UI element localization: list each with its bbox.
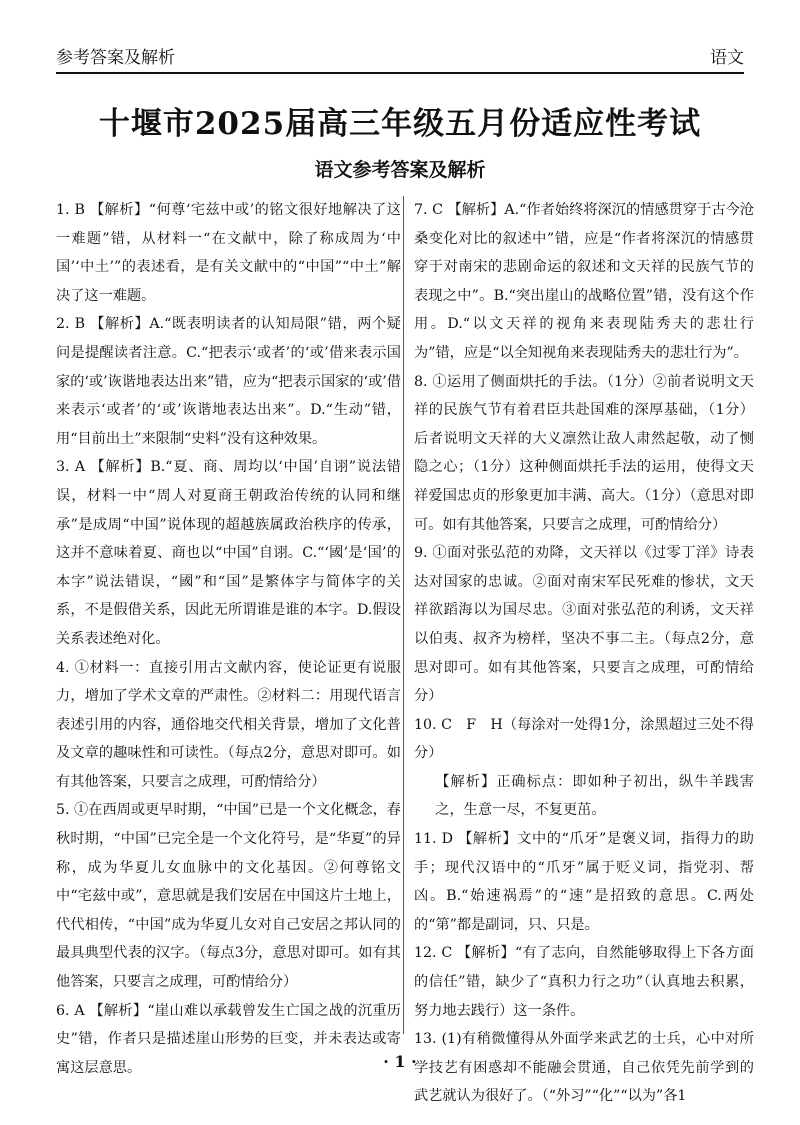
page-subtitle: 语文参考答案及解析 [314, 159, 486, 181]
page-header [56, 38, 744, 74]
answer-item-5: 5. ①在西周或更早时期，“中国”已是一个文化概念，春秋时期，“中国”已完全是一个文化符号，是“华夏”的异称，成为华夏儿女血脉中的文化基因。②何尊铭文中“宅兹中或”，意思就是我们安居在中国这片土地上，代代相传，“中国”成为华夏儿女对自己安居之邦认同的最具典型代表的汉字。（每点3分，意思对即可。如有其他答案，只要言之成理，可酌情给分） [56, 802, 401, 991]
answer-item-12: 12. C 【解析】“有了志向，自然能够取得上下各方面的信任”错，缺少了“真积力行之功”（认真地去积累，努力地去践行）这一条件。 [414, 945, 754, 1019]
page-number: · 1 · [383, 1052, 417, 1071]
right-column [414, 196, 754, 1111]
answer-item-4: 4. ①材料一：直接引用古文献内容，使论证更有说服力，增加了学术文章的严肃性。②材料二：用现代语言表述引用的内容，通俗地交代相关背景，增加了文化普及文章的趣味性和可读性。（每点2分，意思对即可。如有其他答案，只要言之成理，可酌情给分） [56, 659, 401, 790]
page-title: 十堰市2025届高三年级五月份适应性考试 [98, 106, 702, 142]
header-left-label: 参考答案及解析 [56, 48, 175, 68]
answer-item-13: 13. (1)有稍微懂得从外面学来武艺的士兵，心中对所学技艺有困惑却不能融会贯通，自己依凭先前学到的武艺就认为很好了。（“外习”“化”“以为”各1 [414, 1031, 754, 1105]
header-subject-label: 语文 [710, 48, 744, 68]
answer-item-3: 3. A 【解析】B.“夏、商、周均以‘中国’自诩”说法错误，材料一中“周人对夏商王朝政治传统的认同和继承”是成周“中国”说体现的超越族属政治秩序的传承，这并不意味着夏、商也以“中国”自诩。C.“‘國’是‘国’的本字”说法错误，“國”和“国”是繁体字与简体字的关系，不是假借关系，因此无所谓谁是谁的本字。D.假设关系表述绝对化。 [56, 459, 401, 647]
answer-item-2: 2. B 【解析】A.“既表明读者的认知局限”错，两个疑问是提醒读者注意。C.“把表示‘或者’的‘或’借来表示国家的‘或’诙谐地表达出来”错，应为“把表示国家的‘或’借来表示‘或者’的‘或’诙谐地表达出来”。D.“生动”错，用“目前出土”来限制“史料”没有这种效果。 [56, 316, 401, 447]
left-column [56, 196, 401, 1082]
answer-item-8: 8. ①运用了侧面烘托的手法。（1分）②前者说明文天祥的民族气节有着君臣共赴国难的深厚基础，（1分）后者说明文天祥的大义凛然让敌人肃然起敬，动了恻隐之心；（1分）这种侧面烘托手法的运用，使得文天祥爱国忠贞的形象更加丰满、高大。（1分）（意思对即可。如有其他答案，只要言之成理，可酌情给分） [414, 373, 754, 533]
answer-item-1: 1. B 【解析】“何尊‘宅兹中或’的铭文很好地解决了这一难题”错，从材料一“在文献中，除了称成周为‘中国’‘中土’”的表述看，是有关文献中的“中国”“中土”解决了这一难题。 [56, 202, 401, 304]
answer-item-7: 7. C 【解析】A.“作者始终将深沉的情感贯穿于古今沧桑变化对比的叙述中”错，应是“作者将深沉的情感贯穿于对南宋的悲剧命运的叙述和文天祥的民族气节的表现之中”。B.“突出崖山的战略位置”错，没有这个作用。D.“以文天祥的视角来表现陆秀夫的悲壮行为”错，应是“以全知视角来表现陆秀夫的悲壮行为”。 [414, 202, 754, 361]
answer-item-10-analysis: 【解析】正确标点：即如种子初出，纵牛羊践害之，生意一尽，不复更茁。 [435, 773, 754, 819]
answer-item-11: 11. D 【解析】文中的“爪牙”是褒义词，指得力的助手；现代汉语中的“爪牙”属于贬义词，指党羽、帮凶。B.“始速祸焉”的“速”是招致的意思。C.两处的“第”都是副词，只、只是。 [414, 831, 754, 933]
answer-item-6: 6. A 【解析】“崖山难以承载曾发生亡国之战的沉重历史”错，作者只是描述崖山形势的巨变，并未表达或寄寓这层意思。 [56, 1002, 401, 1076]
answer-item-10: 10. C F H（每涂对一处得1分，涂黑超过三处不得分） [414, 716, 754, 762]
answer-item-9: 9. ①面对张弘范的劝降，文天祥以《过零丁洋》诗表达对国家的忠诚。②面对南宋军民死难的惨状，文天祥欲蹈海以为国尽忠。③面对张弘范的利诱，文天祥以伯夷、叔齐为榜样，坚决不事二主。（每点2分，意思对即可。如有其他答案，只要言之成理，可酌情给分） [414, 545, 754, 705]
column-divider [403, 196, 404, 1034]
